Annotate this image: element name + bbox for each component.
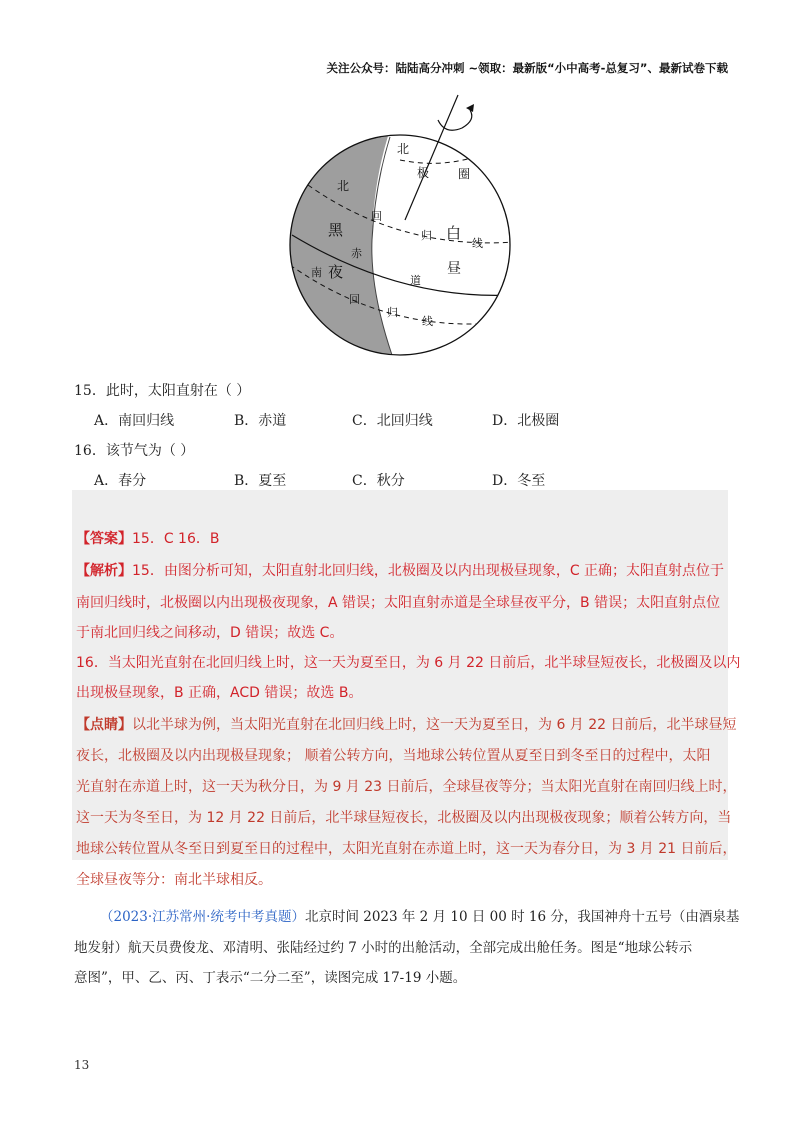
tip-line-6: 全球昼夜等分：南北半球相反。: [76, 872, 272, 888]
q15-option-d: D．北极圈: [492, 413, 560, 429]
q15-option-a: A．南回归线: [94, 413, 175, 429]
tip-line-2: 夜长，北极圈及以内出现极昼现象； 顺着公转方向，当地球公转位置从夏至日到冬至日的过程中，太阳: [76, 748, 711, 764]
q16-option-a: A．春分: [94, 473, 147, 489]
page-number: 13: [74, 1058, 90, 1072]
label-gui-1: 归: [421, 229, 432, 242]
tip-line-3: 光直射在赤道上时，这一天为秋分日，为 9 月 23 日前后，全球昼夜等分；当太阳光直射在南回归线上时，: [76, 779, 737, 795]
q16-option-c: C．秋分: [352, 473, 405, 489]
source-citation: （2023·江苏常州·统考中考真题）: [100, 909, 305, 925]
answer-line: [76, 528, 219, 548]
label-dao: 道: [410, 274, 421, 287]
label-north-pole: 北: [397, 142, 410, 156]
answer-text: 15．C 16．B: [132, 531, 220, 547]
label-zhou: 昼: [447, 261, 461, 277]
label-hui-2: 回: [349, 293, 360, 306]
tip-text: 以北半球为例，当太阳光直射在北回归线上时，这一天为夏至日，为 6 月 22 日前后，北半球昼短: [132, 717, 737, 733]
analysis-line-5: 出现极昼现象，B 正确，ACD 错误；故选 B。: [76, 685, 363, 701]
q15-option-b: B．赤道: [234, 413, 287, 429]
question-16-stem: 16．该节气为（ ）: [74, 443, 195, 459]
next-passage-line-3: 意图”，甲、乙、丙、丁表示“二分二至”，读图完成 17-19 小题。: [74, 970, 467, 986]
page-header: 关注公众号：陆陆高分冲刺 ~领取：最新版“小中高考-总复习”、最新试卷下载: [326, 61, 728, 75]
analysis-line-1: [76, 560, 724, 580]
tip-line-4: 这一天为冬至日，为 12 月 22 日前后，北半球昼短夜长，北极圈及以内出现极夜现象；顺着公转方向，当: [76, 810, 732, 826]
earth-illumination-figure: [280, 90, 520, 360]
rotation-arrow: [438, 110, 472, 130]
label-quan: 圈: [458, 167, 471, 181]
label-bei: 北: [337, 179, 350, 193]
label-nan: 南: [311, 266, 322, 279]
next-passage-line-2: 地发射）航天员费俊龙、邓清明、张陆经过约 7 小时的出舱活动，全部完成出舱任务。图是“地球公转示: [74, 940, 693, 956]
next-passage-line-1: [100, 905, 739, 925]
label-xian-1: 线: [472, 237, 483, 250]
question-15-stem: 15．此时，太阳直射在（ ）: [74, 383, 251, 399]
globe-diagram: [280, 90, 520, 360]
passage-text: 北京时间 2023 年 2 月 10 日 00 时 16 分，我国神舟十五号（由酒泉基: [304, 909, 740, 925]
tip-line-5: 地球公转位置从冬至日到夏至日的过程中，太阳光直射在赤道上时，这一天为春分日，为 3 月 21 日前后，: [76, 841, 737, 857]
analysis-text: 15．由图分析可知，太阳直射北回归线，北极圈及以内出现极昼现象，C 正确；太阳直射点位于: [132, 563, 725, 579]
answer-tag: 【答案】: [76, 531, 132, 547]
tip-tag: 【点睛】: [76, 717, 132, 733]
q16-option-b: B．夏至: [234, 473, 287, 489]
label-gui-2: 归: [387, 306, 398, 319]
label-hui-1: 回: [371, 210, 382, 223]
analysis-tag: 【解析】: [76, 563, 132, 579]
label-xian-2: 线: [422, 315, 433, 328]
analysis-line-2: 南回归线时，北极圈以内出现极夜现象，A 错误；太阳直射赤道是全球昼夜平分，B 错误；太阳直射点位: [76, 595, 721, 611]
label-chi: 赤: [351, 247, 362, 260]
label-ji: 极: [417, 166, 430, 180]
q16-option-d: D．冬至: [492, 473, 546, 489]
analysis-line-3: 于南北回归线之间移动，D 错误；故选 C。: [76, 625, 344, 641]
label-bai: 白: [446, 224, 462, 242]
analysis-line-4: 16．当太阳光直射在北回归线上时，这一天为夏至日，为 6 月 22 日前后，北半球昼短夜长，北极圈及以内: [76, 655, 741, 671]
label-hei: 黑: [328, 221, 344, 239]
tip-line-1: [76, 714, 737, 734]
q15-option-c: C．北回归线: [352, 413, 433, 429]
label-ye: 夜: [328, 263, 344, 281]
